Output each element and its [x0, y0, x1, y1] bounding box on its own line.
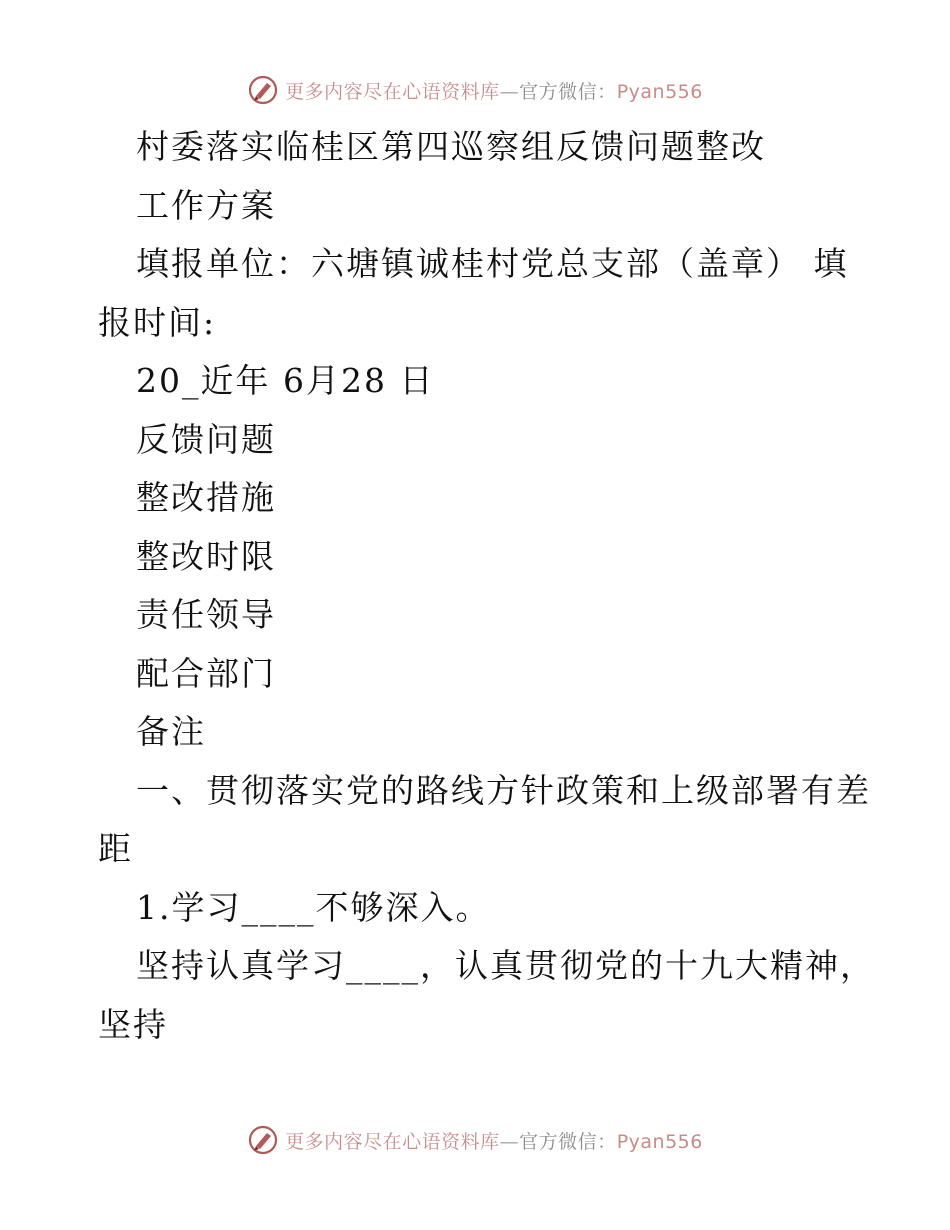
watermark-label: 官方微信： — [519, 1130, 617, 1153]
doc-section-1-title: 一、贯彻落实党的路线方针政策和上级部署有差 — [136, 770, 871, 810]
doc-heading-deadline: 整改时限 — [136, 536, 276, 576]
doc-paragraph: 坚持认真学习____，认真贯彻党的十九大精神， — [136, 946, 875, 985]
doc-date: 20_近年 6月28 日 — [136, 361, 435, 400]
watermark-label: 官方微信： — [519, 80, 617, 103]
doc-section-1-title-cont: 距 — [98, 829, 133, 868]
doc-title-line-2: 工作方案 — [136, 185, 276, 225]
doc-heading-feedback-issue: 反馈问题 — [136, 419, 276, 459]
doc-heading-remarks: 备注 — [136, 712, 206, 751]
watermark-brand-text: 更多内容尽在心语资料库 — [285, 80, 500, 103]
pen-seal-icon — [247, 1124, 279, 1156]
watermark-wechat-id: Pyan556 — [616, 1130, 703, 1153]
doc-paragraph-cont: 坚持 — [98, 1004, 168, 1044]
doc-heading-measures: 整改措施 — [136, 478, 276, 517]
document-body — [98, 118, 875, 1054]
doc-reporting-time-label: 报时间: — [98, 302, 217, 342]
doc-title-line-1: 村委落实临桂区第四巡察组反馈问题整改 — [136, 127, 766, 166]
pen-seal-icon — [247, 74, 279, 106]
watermark-separator: — — [499, 1130, 520, 1153]
top-watermark-banner — [0, 70, 950, 110]
bottom-watermark-banner — [0, 1120, 950, 1160]
watermark-wechat-id: Pyan556 — [616, 80, 703, 103]
doc-item-1: 1.学习____不够深入。 — [136, 887, 491, 927]
watermark-separator: — — [499, 80, 520, 103]
doc-heading-leader: 责任领导 — [136, 595, 276, 634]
doc-heading-departments: 配合部门 — [136, 653, 276, 693]
doc-reporting-unit: 填报单位：六塘镇诚桂村党总支部（盖章） 填 — [136, 244, 849, 283]
watermark-brand-text: 更多内容尽在心语资料库 — [285, 1130, 500, 1153]
